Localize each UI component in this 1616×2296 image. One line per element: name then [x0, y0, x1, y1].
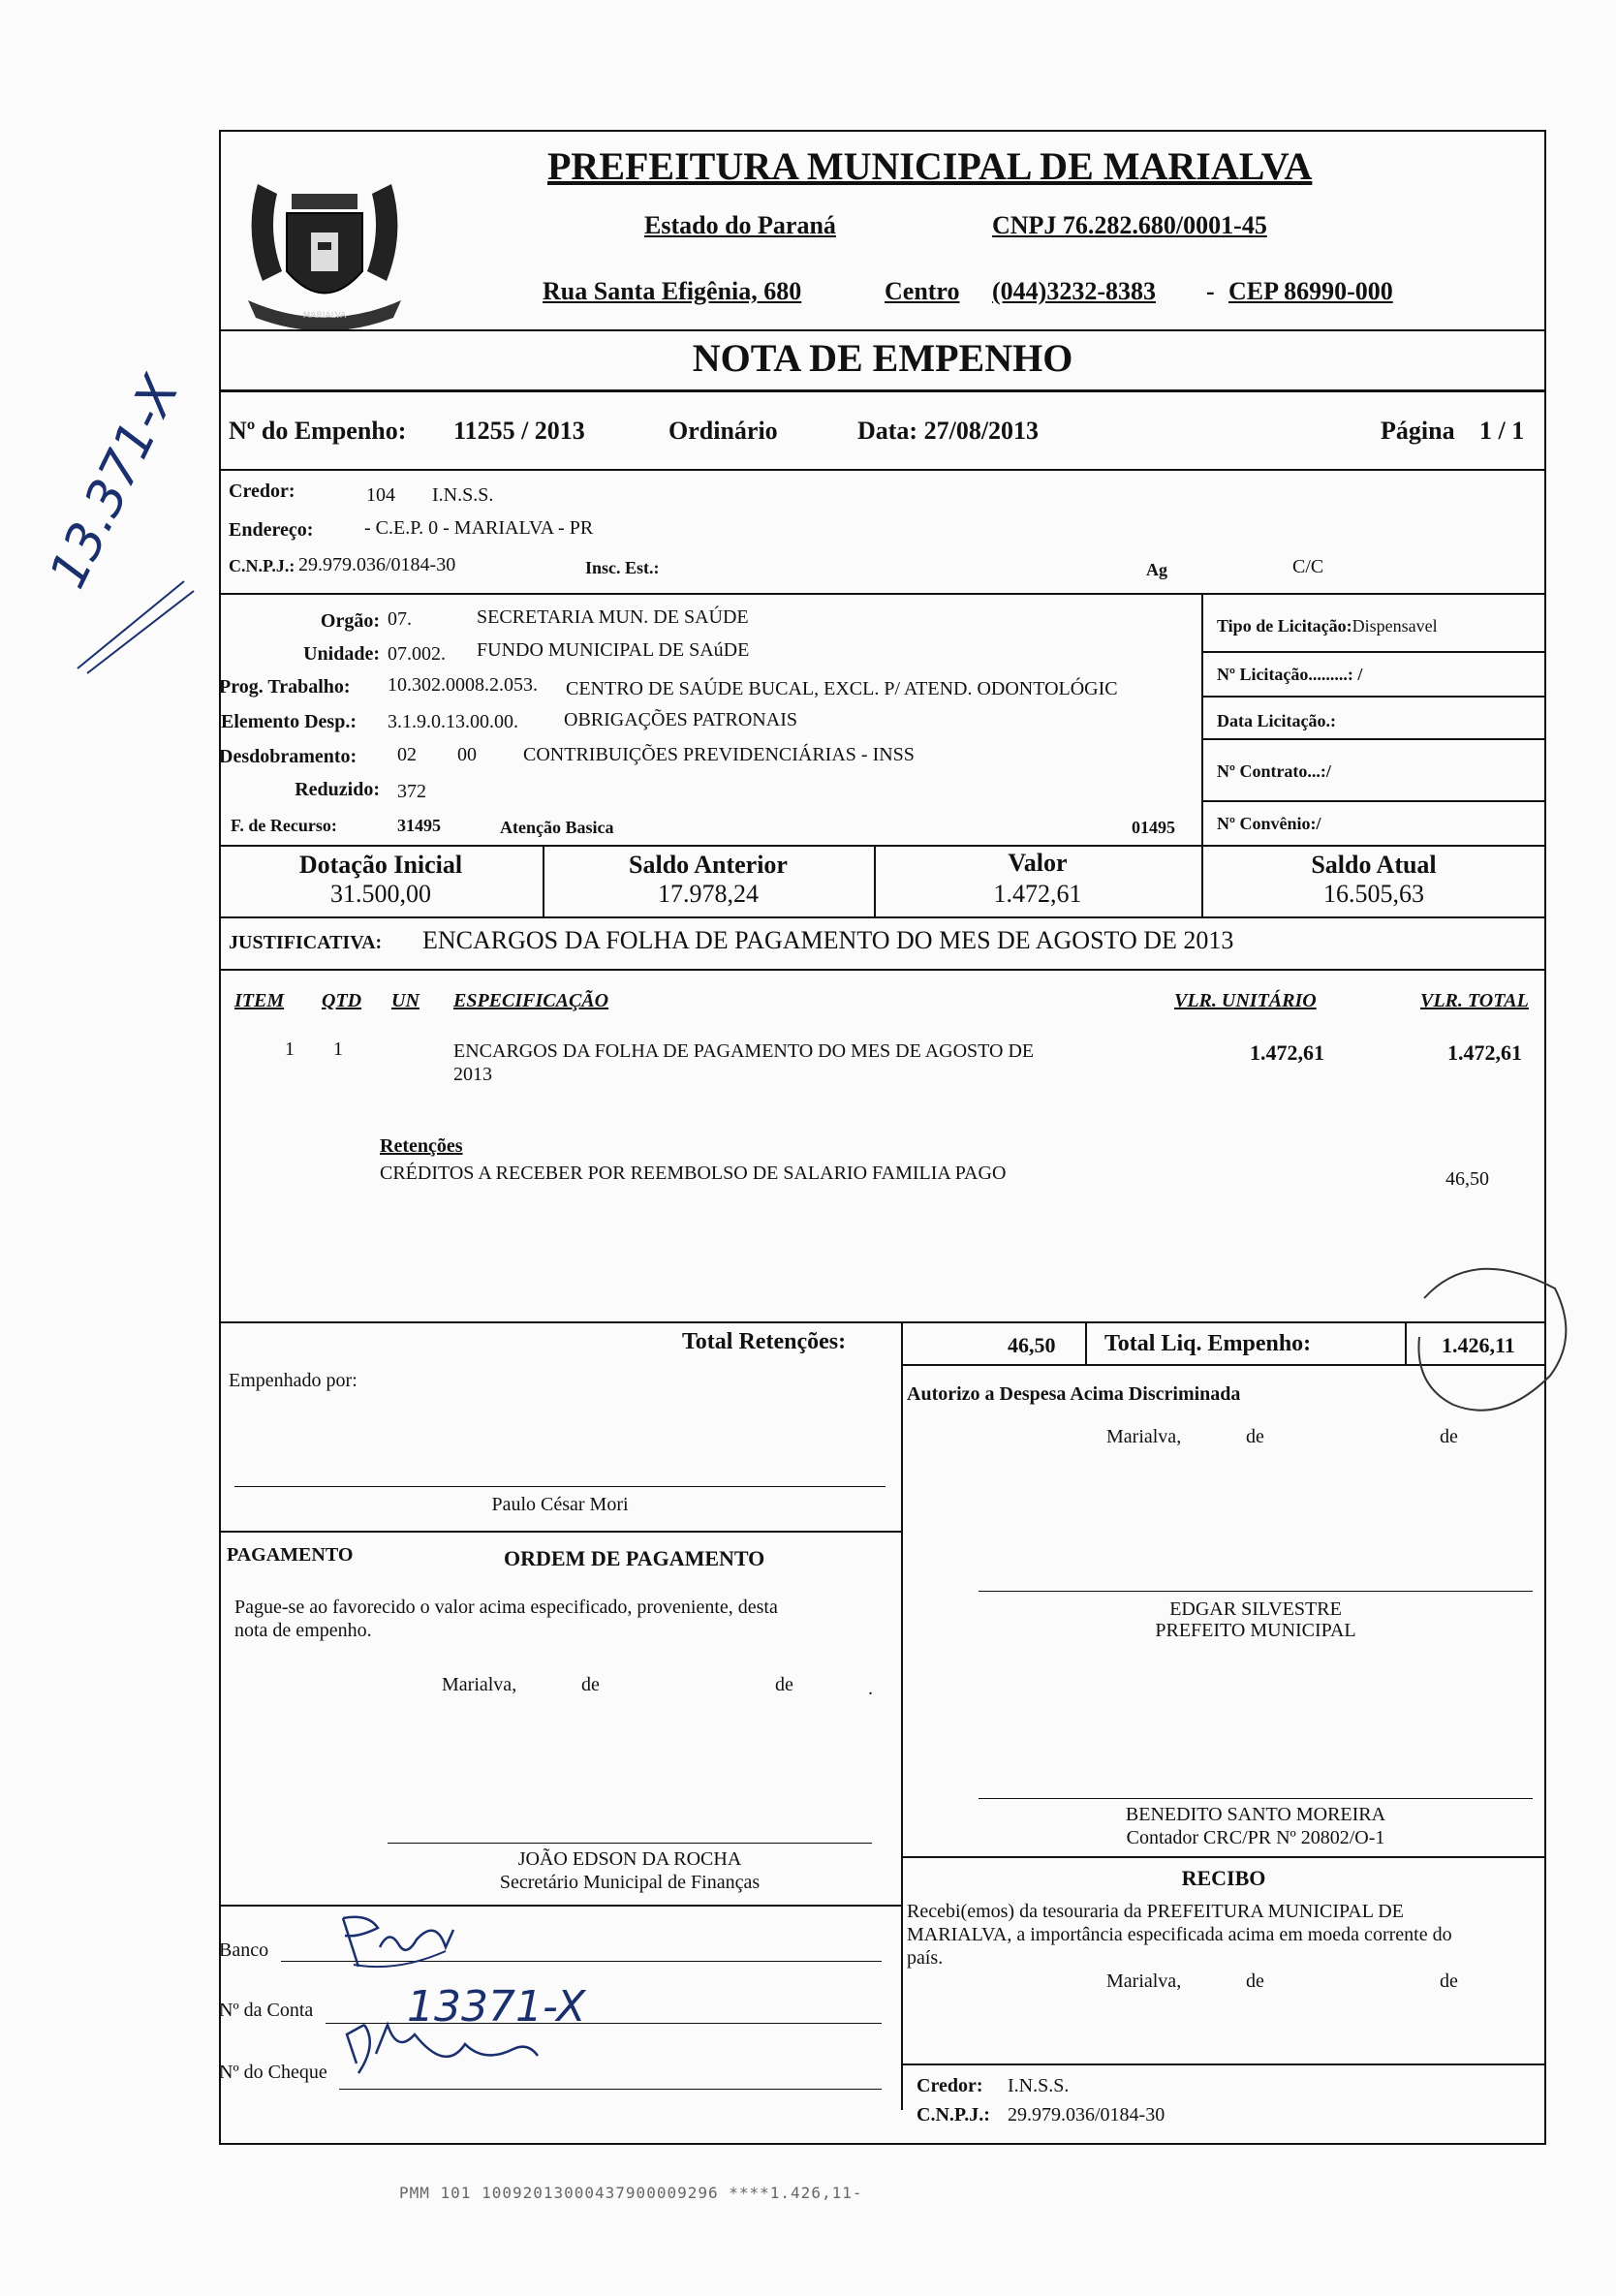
- signature-line: [234, 1486, 886, 1487]
- tipo-licitacao-label: Tipo de Licitação:Dispensavel: [1217, 616, 1438, 636]
- coat-of-arms-icon: [238, 155, 411, 337]
- elemento: OBRIGAÇÕES PATRONAIS: [564, 709, 797, 730]
- pague-line2: nota de empenho.: [234, 1620, 372, 1641]
- retencoes-text: CRÉDITOS A RECEBER POR REEMBOLSO DE SALARIO FAMILIA PAGO: [380, 1163, 1007, 1184]
- cnpj-label: C.N.P.J.:: [229, 556, 295, 575]
- header-cnpj: CNPJ 76.282.680/0001-45: [992, 211, 1267, 239]
- prefeito-name: EDGAR SILVESTRE: [1169, 1598, 1342, 1620]
- insc-label: Insc. Est.:: [585, 558, 660, 577]
- marialva-3: Marialva,: [1106, 1970, 1182, 1992]
- divider: [219, 389, 1546, 392]
- retencoes-label: Retenções: [380, 1135, 463, 1157]
- ag-label: Ag: [1146, 560, 1167, 579]
- divider: [901, 2063, 1546, 2065]
- signature-line: [979, 1591, 1533, 1592]
- item-spec-line2: 2013: [453, 1064, 492, 1085]
- empenho-number: 11255 / 2013: [453, 417, 585, 445]
- divider: [219, 329, 1546, 331]
- recurso-label: F. de Recurso:: [231, 816, 337, 835]
- recibo-credor: I.N.S.S.: [1008, 2075, 1070, 2096]
- retencoes-value: 46,50: [1445, 1168, 1489, 1190]
- divider: [1201, 651, 1546, 653]
- desdobramento-b: 00: [457, 744, 477, 765]
- desdobramento-a: 02: [397, 744, 417, 765]
- saldo-atual: 16.505,63: [1323, 880, 1424, 908]
- justificativa-label: JUSTIFICATIVA:: [229, 932, 383, 953]
- data-licitacao: Data Licitação.:: [1217, 711, 1336, 730]
- col-item: ITEM: [234, 990, 285, 1011]
- prog-label: Prog. Trabalho:: [219, 676, 351, 698]
- dotacao-inicial: 31.500,00: [330, 880, 431, 908]
- handwritten-account: 13371-X: [407, 1982, 586, 2032]
- reduzido: 372: [397, 781, 426, 802]
- numero-convenio: Nº Convênio:/: [1217, 814, 1321, 833]
- col-un: UN: [391, 990, 420, 1011]
- elemento-label: Elemento Desp.:: [221, 711, 357, 732]
- justificativa: ENCARGOS DA FOLHA DE PAGAMENTO DO MES DE AGOSTO DE 2013: [422, 926, 1234, 954]
- reduzido-label: Reduzido:: [295, 779, 380, 800]
- period-mark: .: [868, 1678, 873, 1699]
- document-title: NOTA DE EMPENHO: [692, 336, 1073, 380]
- recibo-line1: Recebi(emos) da tesouraria da PREFEITURA MUNICIPAL DE: [907, 1901, 1404, 1922]
- col-qtd: QTD: [322, 990, 362, 1011]
- item-number: 1: [285, 1039, 295, 1060]
- recibo-line2: MARIALVA, a importância especificada acima em moeda corrente do: [907, 1924, 1452, 1945]
- page-number: 1 / 1: [1479, 417, 1525, 445]
- divider: [1085, 1321, 1087, 1364]
- divider: [219, 845, 1546, 847]
- orgao: SECRETARIA MUN. DE SAÚDE: [477, 606, 749, 628]
- marialva-2: Marialva,: [442, 1674, 517, 1695]
- recibo-cnpj-label: C.N.P.J.:: [917, 2104, 990, 2125]
- unidade-code: 07.002.: [388, 643, 446, 665]
- divider: [219, 969, 1546, 971]
- address-label: Endereço:: [229, 519, 314, 541]
- cheque-label: Nº do Cheque: [219, 2062, 327, 2083]
- empenho-type: Ordinário: [668, 417, 778, 445]
- desdobramento: CONTRIBUIÇÕES PREVIDENCIÁRIAS - INSS: [523, 744, 915, 765]
- saldo-atual-label: Saldo Atual: [1311, 851, 1437, 879]
- marialva-1: Marialva,: [1106, 1426, 1182, 1447]
- recibo-cnpj: 29.979.036/0184-30: [1008, 2104, 1165, 2125]
- empenhado-label: Empenhado por:: [229, 1370, 357, 1391]
- empenhado-name: Paulo César Mori: [491, 1494, 629, 1515]
- divider: [1201, 738, 1546, 740]
- numero-licitacao: Nº Licitação.........: /: [1217, 665, 1363, 684]
- margin-strike-lines: [58, 562, 203, 678]
- total-retencoes-label: Total Retenções:: [682, 1329, 847, 1354]
- cc-label: C/C: [1292, 556, 1324, 577]
- item-qtd: 1: [333, 1039, 343, 1060]
- divider: [901, 1364, 903, 2110]
- divider: [1201, 696, 1546, 698]
- de-1a: de: [1246, 1426, 1264, 1447]
- conta-label: Nº da Conta: [219, 2000, 314, 2021]
- margin-handwriting: 13.371-X: [39, 367, 191, 598]
- contador-role: Contador CRC/PR Nº 20802/O-1: [1126, 1827, 1385, 1848]
- svg-text:MARIALVA: MARIALVA: [302, 311, 347, 321]
- header-dash: -: [1206, 277, 1215, 305]
- col-unit-value: VLR. UNITÁRIO: [1174, 990, 1317, 1011]
- total-liquido-label: Total Liq. Empenho:: [1104, 1331, 1312, 1356]
- prog: CENTRO DE SAÚDE BUCAL, EXCL. P/ ATEND. ODONTOLÓGIC: [566, 678, 1118, 699]
- total-retencoes: 46,50: [1008, 1333, 1056, 1357]
- dotacao-inicial-label: Dotação Inicial: [298, 851, 463, 879]
- credor-code: 104: [366, 484, 395, 506]
- signature-line: [388, 1843, 872, 1844]
- divider: [1201, 800, 1546, 802]
- state-label: Estado do Paraná: [644, 211, 836, 239]
- de-2a: de: [581, 1674, 600, 1695]
- de-3b: de: [1440, 1970, 1458, 1992]
- saldo-anterior-label: Saldo Anterior: [629, 851, 788, 879]
- footer-code: PMM 101 10092013000437900009296 ****1.426,11-: [399, 2184, 863, 2202]
- divider: [901, 1856, 1546, 1858]
- col-spec: ESPECIFICAÇÃO: [453, 990, 609, 1011]
- unidade: FUNDO MUNICIPAL DE SAúDE: [477, 639, 750, 661]
- unidade-label: Unidade:: [303, 643, 380, 665]
- item-unit-value: 1.472,61: [1250, 1040, 1324, 1065]
- credor-name: I.N.S.S.: [432, 484, 494, 506]
- divider: [219, 916, 1546, 918]
- credor-cnpj: 29.979.036/0184-30: [298, 554, 456, 575]
- divider: [1201, 593, 1203, 845]
- ink-circle-mark: [1385, 1250, 1579, 1443]
- total-liquido: 1.426,11: [1442, 1333, 1515, 1357]
- elemento-code: 3.1.9.0.13.00.00.: [388, 711, 518, 732]
- recurso: Atenção Basica: [500, 818, 614, 837]
- credor-label: Credor:: [229, 481, 295, 502]
- recibo-line3: país.: [907, 1947, 944, 1969]
- secretario-name: JOÃO EDSON DA ROCHA: [517, 1848, 742, 1870]
- divider: [219, 593, 1546, 595]
- header-district: Centro: [885, 277, 960, 305]
- divider: [219, 1531, 901, 1533]
- de-1b: de: [1440, 1426, 1458, 1447]
- signature-line: [979, 1798, 1533, 1799]
- autorizo-label: Autorizo a Despesa Acima Discriminada: [907, 1383, 1241, 1405]
- de-3a: de: [1246, 1970, 1264, 1992]
- valor-label: Valor: [1008, 849, 1068, 877]
- recibo-label: RECIBO: [1181, 1866, 1266, 1890]
- divider: [219, 1321, 1546, 1323]
- tipo-licitacao: Dispensavel: [1352, 616, 1438, 636]
- prefeitura-title: PREFEITURA MUNICIPAL DE MARIALVA: [547, 144, 1313, 188]
- credor-address: - C.E.P. 0 - MARIALVA - PR: [364, 517, 594, 539]
- valor: 1.472,61: [993, 880, 1082, 908]
- item-spec-line1: ENCARGOS DA FOLHA DE PAGAMENTO DO MES DE AGOSTO DE: [453, 1040, 1035, 1062]
- recurso-right: 01495: [1132, 818, 1175, 837]
- header-phone: (044)3232-8383: [992, 277, 1156, 305]
- item-total-value: 1.472,61: [1447, 1040, 1522, 1065]
- ordem-pagamento-label: ORDEM DE PAGAMENTO: [504, 1546, 765, 1570]
- pague-line1: Pague-se ao favorecido o valor acima especificado, proveniente, desta: [234, 1597, 778, 1618]
- contador-name: BENEDITO SANTO MOREIRA: [1125, 1804, 1386, 1825]
- prefeito-role: PREFEITO MUNICIPAL: [1155, 1620, 1356, 1641]
- desdobramento-label: Desdobramento:: [219, 746, 357, 767]
- header-address: Rua Santa Efigênia, 680: [543, 277, 802, 305]
- banco-label: Banco: [219, 1939, 269, 1961]
- recurso-code: 31495: [397, 816, 441, 835]
- divider: [219, 1905, 901, 1907]
- empenho-date: Data: 27/08/2013: [857, 417, 1040, 445]
- divider: [219, 469, 1546, 471]
- prog-code: 10.302.0008.2.053.: [388, 674, 538, 696]
- header-cep: CEP 86990-000: [1228, 277, 1393, 305]
- pagamento-label: PAGAMENTO: [227, 1544, 354, 1566]
- de-2b: de: [775, 1674, 793, 1695]
- divider: [901, 1321, 903, 1364]
- orgao-label: Orgão:: [320, 610, 380, 632]
- empenho-number-label: Nº do Empenho:: [229, 417, 407, 445]
- saldo-anterior: 17.978,24: [658, 880, 759, 908]
- orgao-code: 07.: [388, 608, 412, 630]
- page-label: Página: [1381, 417, 1455, 445]
- col-total-value: VLR. TOTAL: [1420, 990, 1529, 1011]
- numero-contrato: Nº Contrato...:/: [1217, 761, 1331, 781]
- secretario-role: Secretário Municipal de Finanças: [499, 1872, 761, 1893]
- recibo-credor-label: Credor:: [917, 2075, 983, 2096]
